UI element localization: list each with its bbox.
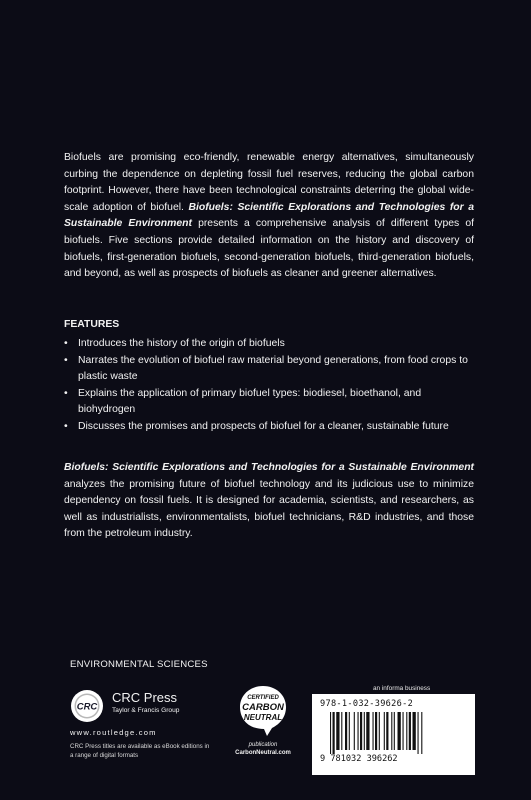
description-text-part1: Biofuels are promising eco-friendly, renewable energy alternatives, simultaneously curbing the dependence on depleting fossil fuel reserves, reducing the global carbon footprint. However, there have been technological constraints deterring the global wide-scale adoption of biofuel. — [64, 152, 474, 213]
barcode-bar — [384, 712, 385, 750]
cn-carbon-text: CARBON — [242, 702, 284, 713]
barcode-bar — [386, 712, 388, 750]
barcode-bar — [406, 712, 407, 750]
feature-text: Explains the application of primary biofuel types: biodiesel, bioethanol, and biohydrogen — [78, 387, 422, 416]
informa-business-label: an informa business — [373, 685, 431, 692]
carbon-neutral-badge-icon — [234, 683, 292, 739]
feature-text: Narrates the evolution of biofuel raw material beyond generations, from food crops to plastic waste — [78, 354, 468, 383]
feature-text: Introduces the history of the origin of biofuels — [78, 338, 285, 349]
barcode-bar — [330, 712, 331, 754]
book-title-inline: Biofuels: Scientific Explorations and Technologies for a Sustainable Environment — [64, 201, 474, 230]
bullet-icon: • — [64, 420, 68, 432]
barcode-bar — [364, 712, 365, 750]
subject-category: ENVIRONMENTAL SCIENCES — [70, 659, 208, 670]
book-title-inline: Biofuels: Scientific Explorations and Technologies for a Sustainable Environment — [64, 462, 474, 473]
barcode-bar — [358, 712, 359, 750]
isbn-number: 978-1-032-39626-2 — [320, 699, 414, 709]
barcode-bar — [403, 712, 404, 750]
crc-logo-text: CRC — [76, 701, 98, 713]
publisher-url: www.routledge.com — [70, 728, 157, 737]
barcode-bar — [418, 712, 419, 754]
cn-url: CarbonNeutral.com — [235, 750, 291, 756]
feature-item — [64, 419, 474, 436]
barcode-bar — [394, 712, 395, 750]
barcode-bar — [349, 712, 350, 750]
cn-certified-text: CERTIFIED — [247, 695, 279, 701]
barcode-bar — [333, 712, 335, 754]
feature-text: Discusses the promises and prospects of biofuel for a cleaner, sustainable future — [78, 420, 449, 432]
barcode-bar — [354, 712, 355, 750]
barcode-bar — [341, 712, 342, 750]
barcode-bar — [379, 712, 380, 750]
publisher-group: Taylor & Francis Group — [112, 707, 180, 714]
barcode-bar — [366, 712, 369, 750]
barcode-bar — [421, 712, 422, 754]
features-list — [64, 336, 474, 436]
barcode-bar — [360, 712, 362, 750]
crc-press-logo-icon — [70, 689, 104, 723]
barcode-bar — [373, 712, 374, 750]
barcode-digits: 9 781032 396262 — [320, 754, 398, 762]
barcode-bar — [375, 712, 377, 750]
features-heading: FEATURES — [64, 319, 120, 330]
description-paragraph — [64, 150, 474, 283]
barcode-icon — [318, 712, 472, 762]
barcode-bar — [409, 712, 411, 750]
feature-item — [64, 353, 474, 386]
bullet-icon: • — [64, 354, 68, 366]
publisher-name: CRC Press — [112, 690, 178, 705]
ebook-note: CRC Press titles are available as eBook editions in a range of digital formats — [70, 743, 210, 759]
barcode-bar — [398, 712, 401, 750]
cn-publication-label: publication — [248, 742, 278, 748]
closing-text: analyzes the promising future of biofuel technology and its judicious use to minimize dependency on fossil fuels. It is designed for academia, scientists, and researchers, as well as industrialists, environmentalists, biofuel technicians, R&D industries, and those from the petroleum industry. — [64, 478, 474, 540]
bullet-icon: • — [64, 338, 68, 349]
barcode-bar — [336, 712, 339, 750]
barcode-bar — [413, 712, 416, 750]
bullet-icon: • — [64, 387, 68, 399]
feature-item — [64, 386, 474, 419]
feature-item — [64, 336, 474, 353]
barcode-bar — [345, 712, 347, 750]
description-text-part2: presents a comprehensive analysis of different types of biofuels. Five sections provide detailed information on the history and discovery of biofuels, first-generation biofuels, second-generation biofuels, third-generation biofuels, and beyond, as well as prospects of biofuels as cleaner and greener alternatives. — [64, 218, 475, 280]
closing-paragraph — [64, 460, 474, 543]
cn-neutral-text: NEUTRAL — [243, 713, 283, 722]
barcode-bar — [391, 712, 392, 750]
